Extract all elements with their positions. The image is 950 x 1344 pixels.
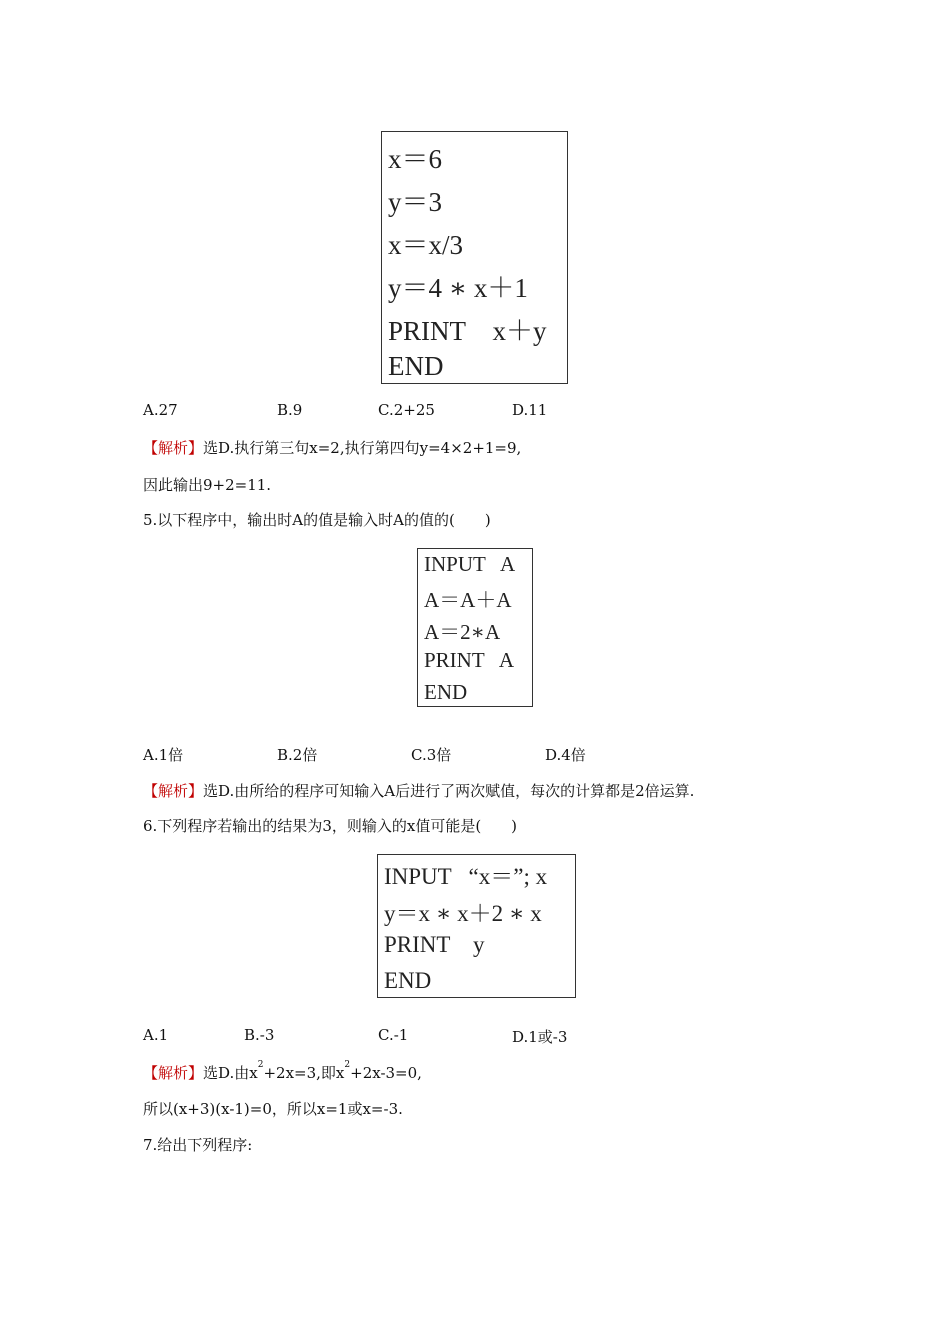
code-line: PRINT y	[384, 932, 485, 957]
code-line: PRINT x＋y	[388, 316, 547, 346]
analysis-text: 选D.由所给的程序可知输入A后进行了两次赋值，每次的计算都是2倍运算.	[203, 782, 695, 800]
q6-code-box	[377, 854, 576, 998]
q5-option-d: D.4倍	[545, 746, 586, 764]
code-line: INPUT “x＝”; x	[384, 864, 548, 889]
q5-option-b: B.2倍	[277, 746, 318, 764]
code-line: x＝x/3	[388, 230, 464, 260]
code-line: PRINT A	[424, 648, 515, 672]
q6-option-d: D.1或-3	[512, 1028, 568, 1046]
code-line: END	[388, 351, 444, 381]
analysis-tag: 【解析】	[143, 439, 204, 457]
q6-option-c: C.-1	[378, 1026, 409, 1044]
analysis-tag: 【解析】	[143, 1064, 204, 1082]
superscript: 2	[257, 1060, 264, 1070]
q6-analysis-line2: 所以(x+3)(x-1)=0，所以x=1或x=-3.	[143, 1100, 403, 1118]
code-line: A＝2∗A	[424, 620, 501, 644]
q5-option-a: A.1倍	[143, 746, 184, 764]
q5-analysis	[143, 780, 694, 801]
q4-analysis-line2: 因此输出9+2=11.	[143, 476, 272, 494]
analysis-tag: 【解析】	[143, 782, 204, 800]
q4-option-c: C.2+25	[378, 401, 435, 419]
code-line: END	[424, 680, 468, 704]
q4-code-box	[381, 131, 568, 384]
q4-analysis	[143, 437, 521, 458]
analysis-text: +2x=3,即x	[263, 1064, 345, 1082]
code-line: END	[384, 968, 432, 993]
q6-question: 6.下列程序若输出的结果为3，则输入的x值可能是( )	[143, 817, 518, 835]
analysis-text: 选D.执行第三句x=2,执行第四句y=4×2+1=9,	[203, 439, 522, 457]
q6-option-b: B.-3	[244, 1026, 275, 1044]
code-line: y＝x ∗ x＋2 ∗ x	[384, 901, 542, 926]
q4-option-d: D.11	[512, 401, 548, 419]
q4-option-a: A.27	[143, 401, 178, 419]
q6-option-a: A.1	[143, 1026, 169, 1044]
q5-question: 5.以下程序中，输出时A的值是输入时A的值的( )	[143, 511, 491, 529]
q4-option-b: B.9	[277, 401, 303, 419]
q7-question: 7.给出下列程序:	[143, 1136, 253, 1154]
analysis-text: 选D.由x	[203, 1064, 258, 1082]
superscript: 2	[344, 1060, 351, 1070]
code-line: y＝3	[388, 187, 442, 217]
q6-analysis	[143, 1062, 422, 1083]
code-line: y＝4 ∗ x＋1	[388, 273, 528, 303]
analysis-text: +2x-3=0,	[350, 1064, 422, 1082]
code-line: x＝6	[388, 144, 442, 174]
code-line: INPUT A	[424, 552, 516, 576]
code-line: A＝A＋A	[424, 588, 512, 612]
q5-code-box	[417, 548, 533, 707]
q5-option-c: C.3倍	[411, 746, 452, 764]
